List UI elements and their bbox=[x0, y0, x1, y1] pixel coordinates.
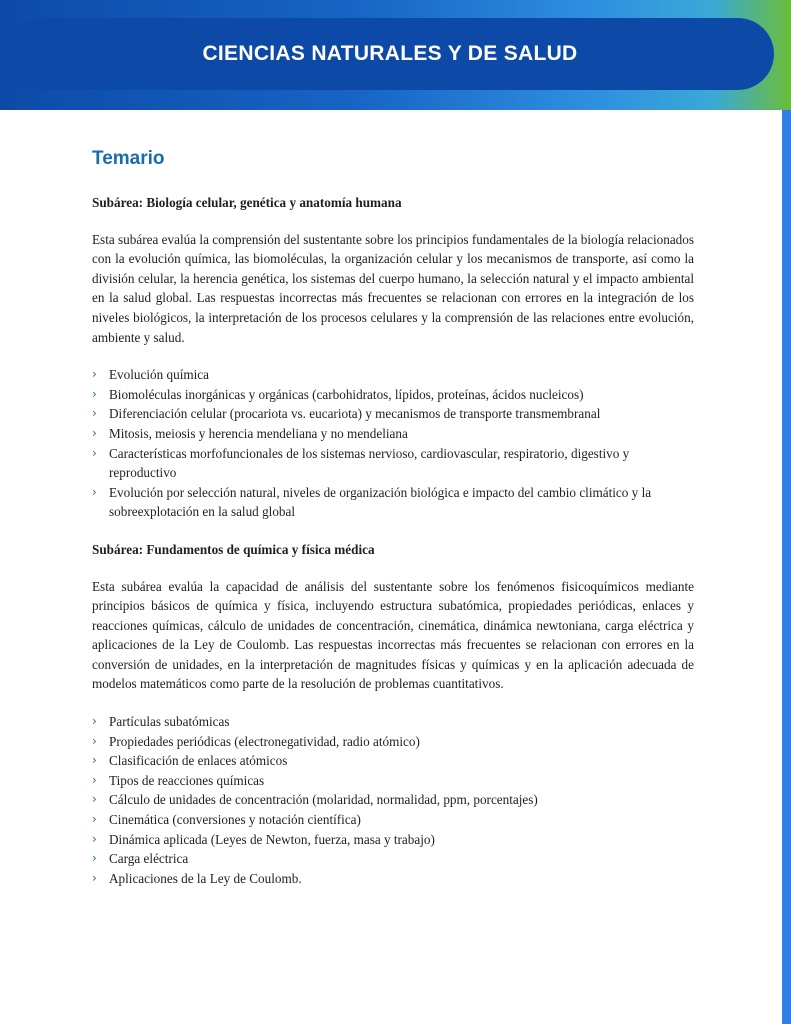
topic-text: Tipos de reacciones químicas bbox=[109, 772, 265, 788]
subarea-description: Esta subárea evalúa la capacidad de análisis del sustentante sobre los fenómenos fisicoquímicos mediante principios básicos de química y física, incluyendo estructura subatómica, propiedades periódicas, enlaces y reacciones químicas, cálculo de unidades de concentración, cinemática, dinámica newtoniana, carga eléctrica y aplicaciones de la Ley de Coulomb. Las respuestas incorrectas más frecuentes se relacionan con errores en la conversión de unidades, en la interpretación de magnitudes físicas y químicas y en la aplicación adecuada de modelos matemáticos como parte de la resolución de problemas cuantitativos. bbox=[92, 578, 694, 692]
list-item bbox=[92, 483, 694, 522]
topic-text: Biomoléculas inorgánicas y orgánicas (carbohidratos, lípidos, proteínas, ácidos nucleicos) bbox=[109, 386, 584, 402]
list-item bbox=[92, 849, 694, 869]
topic-text: Evolución por selección natural, niveles de organización biológica e impacto del cambio climático y la sobreexplotación en la salud global bbox=[109, 484, 652, 520]
chevron-right-icon: › bbox=[92, 792, 97, 807]
list-item bbox=[92, 830, 694, 850]
page-header-title: CIENCIAS NATURALES Y DE SALUD bbox=[202, 42, 578, 65]
main-content bbox=[92, 146, 694, 888]
title-bar bbox=[6, 18, 774, 90]
list-item bbox=[92, 771, 694, 791]
header-banner bbox=[0, 0, 791, 110]
topic-text: Partículas subatómicas bbox=[109, 714, 230, 730]
topic-text: Propiedades periódicas (electronegatividad, radio atómico) bbox=[109, 733, 420, 749]
chevron-right-icon: › bbox=[92, 870, 97, 885]
topic-text: Dinámica aplicada (Leyes de Newton, fuerza, masa y trabajo) bbox=[109, 831, 435, 847]
topic-text: Mitosis, meiosis y herencia mendeliana y no mendeliana bbox=[109, 425, 408, 441]
topic-list bbox=[92, 365, 694, 522]
list-item bbox=[92, 869, 694, 889]
chevron-right-icon: › bbox=[92, 812, 97, 827]
list-item bbox=[92, 404, 694, 424]
list-item bbox=[92, 365, 694, 385]
list-item bbox=[92, 732, 694, 752]
topic-text: Cálculo de unidades de concentración (molaridad, normalidad, ppm, porcentajes) bbox=[109, 792, 538, 808]
topic-text: Diferenciación celular (procariota vs. eucariota) y mecanismos de transporte transmembranal bbox=[109, 406, 601, 422]
chevron-right-icon: › bbox=[92, 714, 97, 729]
chevron-right-icon: › bbox=[92, 484, 97, 499]
list-item bbox=[92, 712, 694, 732]
topic-text: Clasificación de enlaces atómicos bbox=[109, 753, 288, 769]
subarea-title: Subárea: Biología celular, genética y anatomía humana bbox=[92, 195, 402, 210]
list-item bbox=[92, 424, 694, 444]
page-title: Temario bbox=[92, 148, 165, 169]
chevron-right-icon: › bbox=[92, 772, 97, 787]
topic-text: Características morfofuncionales de los sistemas nervioso, cardiovascular, respiratorio, digestivo y reproductivo bbox=[109, 445, 630, 481]
topic-text: Carga eléctrica bbox=[109, 851, 189, 867]
topic-text: Aplicaciones de la Ley de Coulomb. bbox=[109, 870, 302, 886]
subarea-section bbox=[92, 193, 694, 522]
chevron-right-icon: › bbox=[92, 406, 97, 421]
right-edge-strip bbox=[782, 110, 791, 1024]
chevron-right-icon: › bbox=[92, 753, 97, 768]
chevron-right-icon: › bbox=[92, 733, 97, 748]
subarea-description: Esta subárea evalúa la comprensión del sustentante sobre los principios fundamentales de la biología relacionados con la evolución química, las biomoléculas, la organización celular y los mecanismos de transporte, así como la división celular, la herencia genética, los sistemas del cuerpo humano, la selección natural y el impacto ambiental en la salud global. Las respuestas incorrectas más frecuentes se relacionan con errores en la integración de los niveles biológicos, la interpretación de los procesos celulares y la comprensión de las relaciones entre evolución, ambiente y salud. bbox=[92, 231, 694, 345]
subarea-section bbox=[92, 540, 694, 889]
topic-text: Cinemática (conversiones y notación científica) bbox=[109, 812, 361, 828]
topic-text: Evolución química bbox=[109, 367, 209, 383]
chevron-right-icon: › bbox=[92, 367, 97, 382]
topic-list bbox=[92, 712, 694, 888]
chevron-right-icon: › bbox=[92, 851, 97, 866]
chevron-right-icon: › bbox=[92, 386, 97, 401]
chevron-right-icon: › bbox=[92, 831, 97, 846]
list-item bbox=[92, 810, 694, 830]
list-item bbox=[92, 444, 694, 483]
list-item bbox=[92, 751, 694, 771]
list-item bbox=[92, 790, 694, 810]
chevron-right-icon: › bbox=[92, 425, 97, 440]
list-item bbox=[92, 385, 694, 405]
chevron-right-icon: › bbox=[92, 445, 97, 460]
subarea-title: Subárea: Fundamentos de química y física médica bbox=[92, 541, 375, 557]
